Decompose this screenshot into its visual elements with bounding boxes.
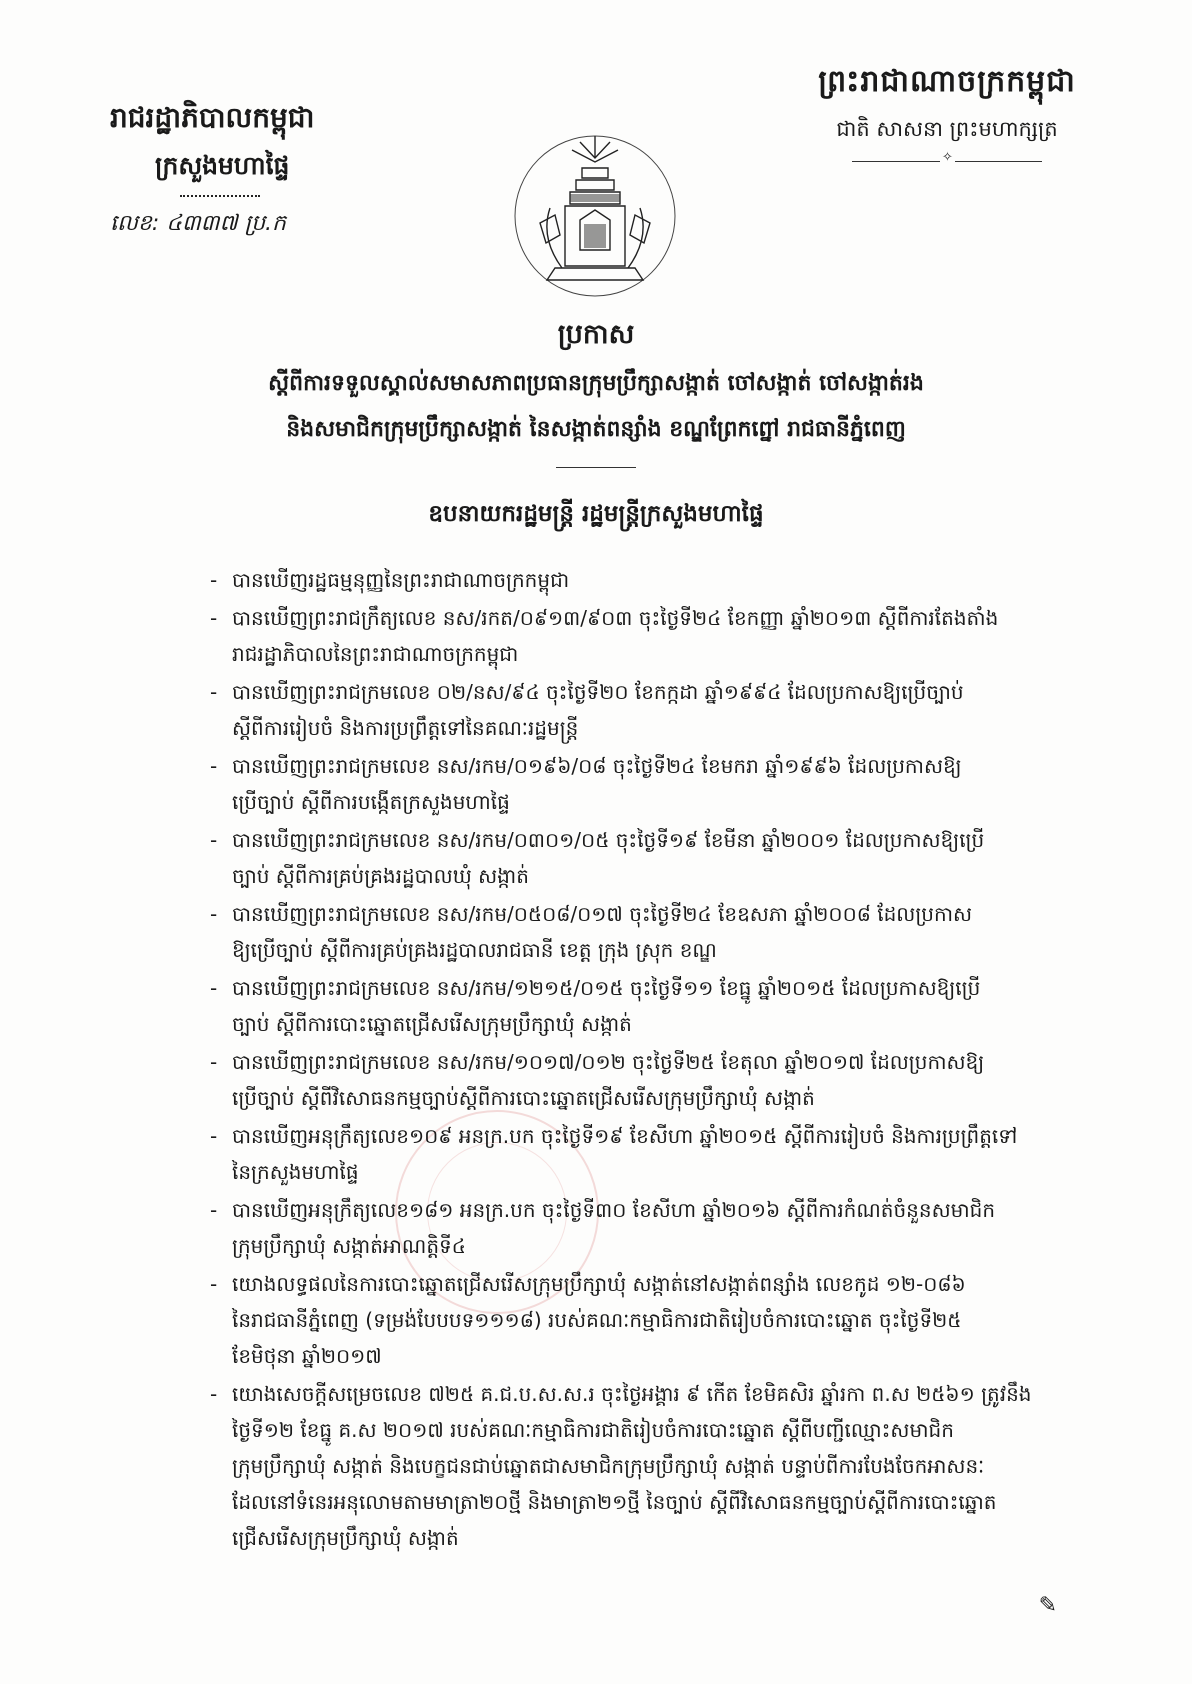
- kingdom-name: ព្រះរាជាណាចក្រកម្ពុជា: [818, 64, 1076, 99]
- national-motto: ជាតិ សាសនា ព្រះមហាក្សត្រ: [836, 117, 1058, 141]
- page-initial-mark: ✎: [1038, 1593, 1057, 1618]
- list-item: - បានឃើញព្រះរាជក្រឹត្យលេខ នស/រកត/០៩១៣/៩០៣ ចុះថ្ងៃទី២៤ ខែកញ្ញា ឆ្នាំ២០១៣ ស្តីពីការតែងតាំង រាជរដ្ឋាភិបាលនៃព្រះរាជាណាចក្រកម្ពុជា: [210, 606, 999, 666]
- ornament-divider: [180, 195, 260, 201]
- royal-emblem-icon: [510, 128, 680, 298]
- list-item: - យោងលទ្ធផលនៃការបោះឆ្នោតជ្រើសរើសក្រុមប្រឹក្សាឃុំ សង្កាត់នៅសង្កាត់ពន្សាំង លេខកូដ ១២-០៨៦ នៃរាជធានីភ្នំពេញ (ទម្រង់បែបបទ១១១៨) របស់គណៈកម្មាធិការជាតិរៀបចំការបោះឆ្នោត ចុះថ្ងៃទី២៥ ខែមិថុនា ឆ្នាំ២០១៧: [210, 1272, 966, 1368]
- document-type-title: ប្រកាស: [557, 319, 635, 350]
- list-item: - បានឃើញអនុក្រឹត្យលេខ១៨១ អនក្រ.បក ចុះថ្ងៃទី៣០ ខែសីហា ឆ្នាំ២០១៦ ស្តីពីការកំណត់ចំនួនសមាជិក ក្រុមប្រឹក្សាឃុំ សង្កាត់អាណត្តិទី៤: [210, 1198, 996, 1258]
- list-item: - បានឃើញព្រះរាជក្រមលេខ ០២/នស/៩៤ ចុះថ្ងៃទី២០ ខែកក្កដា ឆ្នាំ១៩៩៤ ដែលប្រកាសឱ្យប្រើច្បាប់ ស្តីពីការរៀបចំ និងការប្រព្រឹត្តទៅនៃគណៈរដ្ឋមន្ត្រី: [210, 680, 964, 740]
- list-item: - បានឃើញអនុក្រឹត្យលេខ១០៩ អនក្រ.បក ចុះថ្ងៃទី១៩ ខែសីហា ឆ្នាំ២០១៥ ស្តីពីការរៀបចំ និងការប្រព្រឹត្តទៅ នៃក្រសួងមហាផ្ទៃ: [210, 1124, 1018, 1184]
- ornament-divider: [852, 157, 1042, 167]
- ministry-name: ក្រសួងមហាផ្ទៃ: [155, 151, 290, 180]
- kingdom-heading: [797, 62, 1097, 167]
- subject-line-2: និងសមាជិកក្រុមប្រឹក្សាសង្កាត់ នៃសង្កាត់ពន្សាំង ខណ្ឌព្រែកព្នៅ រាជធានីភ្នំពេញ: [286, 417, 906, 442]
- announcement-title: [110, 318, 1082, 533]
- list-item: - បានឃើញព្រះរាជក្រមលេខ នស/រកម/០៣០១/០៥ ចុះថ្ងៃទី១៩ ខែមីនា ឆ្នាំ២០០១ ដែលប្រកាសឱ្យប្រើ ច្បាប់ ស្តីពីការគ្រប់គ្រងរដ្ឋបាលឃុំ សង្កាត់: [210, 828, 985, 888]
- ministry-heading: [110, 100, 440, 241]
- government-name: រាជរដ្ឋាភិបាលកម្ពុជា: [110, 101, 315, 134]
- legal-basis-list: [210, 562, 1128, 1558]
- reference-number: លេខ: ៤៣៣៧ ប្រ.ក: [110, 211, 286, 236]
- list-item: - បានឃើញព្រះរាជក្រមលេខ នស/រកម/១២១៥/០១៥ ចុះថ្ងៃទី១១ ខែធ្នូ ឆ្នាំ២០១៥ ដែលប្រកាសឱ្យប្រើ ច្បាប់ ស្តីពីការបោះឆ្នោតជ្រើសរើសក្រុមប្រឹក្សាឃុំ សង្កាត់: [210, 976, 981, 1036]
- list-item: - បានឃើញរដ្ឋធម្មនុញ្ញនៃព្រះរាជាណាចក្រកម្ពុជា: [210, 568, 570, 592]
- issuing-authority: ឧបនាយករដ្ឋមន្ត្រី រដ្ឋមន្ត្រីក្រសួងមហាផ្ទៃ: [428, 501, 764, 527]
- list-item: - បានឃើញព្រះរាជក្រមលេខ នស/រកម/០៥០៨/០១៧ ចុះថ្ងៃទី២៤ ខែឧសភា ឆ្នាំ២០០៨ ដែលប្រកាស ឱ្យប្រើច្បាប់ ស្តីពីការគ្រប់គ្រងរដ្ឋបាលរាជធានី ខេត្ត ក្រុង ស្រុក ខណ្ឌ: [210, 902, 973, 962]
- list-item: - បានឃើញព្រះរាជក្រមលេខ នស/រកម/១០១៧/០១២ ចុះថ្ងៃទី២៥ ខែតុលា ឆ្នាំ២០១៧ ដែលប្រកាសឱ្យ ប្រើច្បាប់ ស្តីពីវិសោធនកម្មច្បាប់ស្តីពីការបោះឆ្នោតជ្រើសរើសក្រុមប្រឹក្សាឃុំ សង្កាត់: [210, 1050, 985, 1110]
- subject-line-1: ស្តីពីការទទួលស្គាល់សមាសភាពប្រធានក្រុមប្រឹក្សាសង្កាត់ ចៅសង្កាត់ ចៅសង្កាត់រង: [268, 371, 924, 396]
- ornament-divider: [556, 467, 636, 468]
- list-item: - បានឃើញព្រះរាជក្រមលេខ នស/រកម/០១៩៦/០៨ ចុះថ្ងៃទី២៤ ខែមករា ឆ្នាំ១៩៩៦ ដែលប្រកាសឱ្យ ប្រើច្បាប់ ស្តីពីការបង្កើតក្រសួងមហាផ្ទៃ: [210, 754, 962, 814]
- list-item: - យោងសេចក្តីសម្រេចលេខ ៧២៥ គ.ជ.ប.ស.ស.រ ចុះថ្ងៃអង្គារ ៩ កើត ខែមិគសិរ ឆ្នាំរកា ព.ស ២៥៦១ ត្រូវនឹង ថ្ងៃទី១២ ខែធ្នូ គ.ស ២០១៧ របស់គណៈកម្មាធិការជាតិរៀបចំការបោះឆ្នោត ស្តីពីបញ្ជីឈ្មោះសមាជិក ក្រុមប្រឹក្សាឃុំ សង្កាត់ និងបេក្ខជនជាប់ឆ្នោតជាសមាជិកក្រុមប្រឹក្សាឃុំ សង្កាត់ បន្ទាប់ពីការបែងចែកអាសនៈ ដែលនៅទំនេរអនុលោមតាមមាត្រា២០ថ្មី និងមាត្រា២១ថ្មី នៃច្បាប់ ស្តីពីវិសោធនកម្មច្បាប់ស្តីពីការបោះឆ្នោត ជ្រើសរើសក្រុមប្រឹក្សាឃុំ សង្កាត់: [210, 1382, 1032, 1550]
